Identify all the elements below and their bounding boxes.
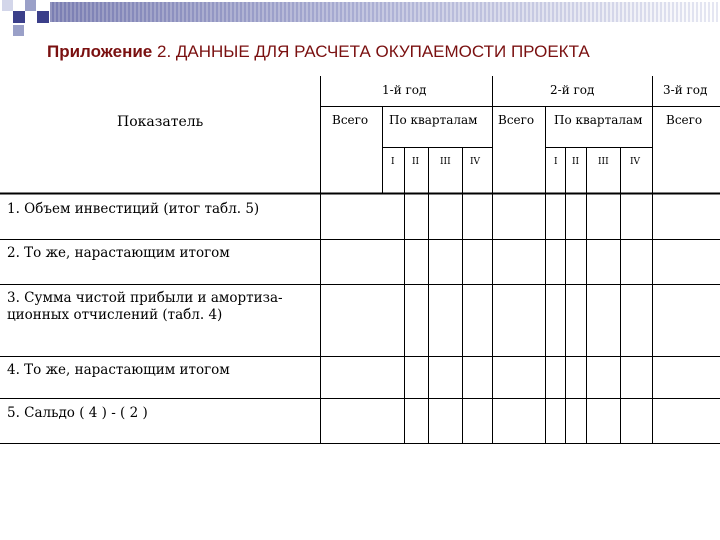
table-row-profit-cumulative: 4. То же, нарастающим итогом: [7, 362, 230, 378]
header-total-2: Всего: [498, 113, 535, 127]
header-quarter-3-y2: III: [598, 157, 609, 167]
table-row-balance: 5. Сальдо ( 4 ) - ( 2 ): [7, 405, 148, 421]
header-by-quarters-2: По кварталам: [554, 113, 643, 127]
header-year-1: 1-й год: [382, 83, 427, 97]
header-quarter-1-y2: I: [554, 157, 558, 167]
table-row-profit-amortization: 3. Сумма чистой прибыли и амортиза-ционных отчислений (табл. 4): [7, 290, 283, 323]
header-quarter-3-y1: III: [440, 157, 451, 167]
header-quarter-2-y1: II: [412, 157, 420, 167]
header-quarter-4-y2: IV: [630, 157, 641, 167]
table-row-investment: 1. Объем инвестиций (итог табл. 5): [7, 201, 260, 217]
title-text: 2. ДАННЫЕ ДЛЯ РАСЧЕТА ОКУПАЕМОСТИ ПРОЕКТА: [156, 42, 590, 61]
title-lead: Приложение: [47, 42, 153, 61]
header-year-2: 2-й год: [550, 83, 595, 97]
header-total-3: Всего: [666, 113, 703, 127]
header-quarter-1-y1: I: [391, 157, 395, 167]
header-indicator: Показатель: [117, 114, 204, 130]
header-year-3: 3-й год: [663, 83, 708, 97]
table-row-investment-cumulative: 2. То же, нарастающим итогом: [7, 245, 230, 261]
header-total-1: Всего: [332, 113, 369, 127]
header-by-quarters-1: По кварталам: [389, 113, 478, 127]
header-quarter-4-y1: IV: [470, 157, 481, 167]
header-quarter-2-y2: II: [572, 157, 580, 167]
